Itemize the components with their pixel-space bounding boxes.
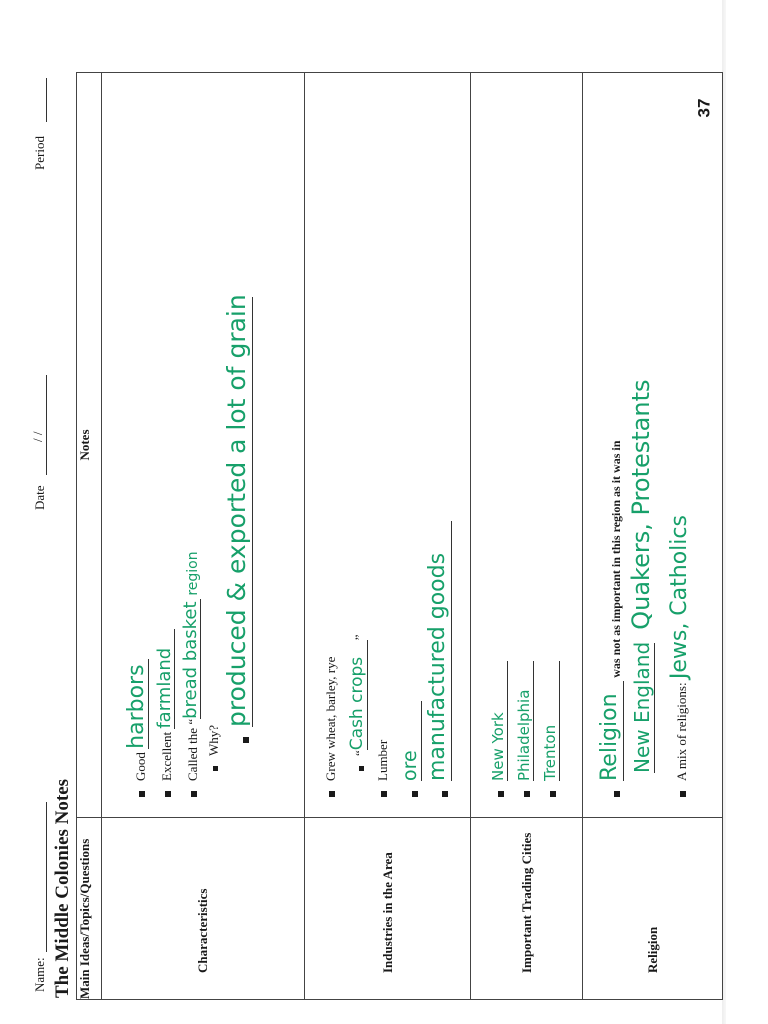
list-item: [489, 661, 508, 797]
topic-characteristics: Characteristics: [102, 818, 305, 1000]
bullet-icon: [191, 791, 197, 797]
why-answer[interactable]: produced & exported a lot of grain: [222, 294, 251, 727]
list-item: [206, 725, 222, 771]
table-row: [102, 73, 305, 1000]
list-item: [347, 634, 368, 771]
topics-column-header: Main Ideas/Topics/Questions: [77, 818, 102, 1000]
bullet-icon: [498, 791, 504, 797]
list-item: [667, 515, 692, 797]
list-item: [375, 740, 391, 797]
bullet-icon: [614, 791, 620, 797]
date-separators: / /: [30, 431, 45, 442]
header: [30, 40, 50, 1000]
bullet-icon: [243, 737, 249, 743]
bullet-icon: [359, 766, 364, 771]
list-item: [124, 659, 149, 797]
good-label: Good: [133, 752, 148, 781]
page-title: The Middle Colonies Notes: [52, 778, 73, 998]
bullet-icon: [524, 791, 530, 797]
list-item: [541, 661, 560, 797]
mix-answer-1[interactable]: Quakers, Protestants: [627, 379, 655, 630]
excellent-label: Excellent: [159, 731, 174, 781]
date-label: Date: [32, 485, 47, 510]
notes-column-header: Notes: [77, 73, 102, 818]
list-item: [627, 380, 655, 774]
bullet-icon: [680, 791, 686, 797]
ore-answer[interactable]: ore: [399, 701, 422, 781]
list-item: [222, 294, 253, 743]
city-3[interactable]: Trenton: [541, 661, 560, 781]
lumber-label: Lumber: [375, 739, 390, 781]
table-row: [471, 73, 583, 1000]
compare-answer[interactable]: New England: [630, 641, 654, 773]
compare-text: was not as important in this region as it was in: [609, 440, 623, 678]
bullet-icon: [381, 791, 387, 797]
called-answer[interactable]: bread basket: [180, 599, 201, 719]
goods-answer[interactable]: manufactured goods: [425, 521, 452, 781]
list-item: [154, 629, 175, 797]
called-extra: region: [185, 551, 201, 596]
called-label: Called the “: [185, 718, 200, 781]
religion-answer[interactable]: Religion: [597, 681, 624, 781]
notes-trading-cities: [471, 73, 583, 818]
cash-open: “: [352, 750, 367, 756]
bullet-icon: [442, 791, 448, 797]
cash-close: ”: [352, 634, 367, 641]
cash-answer[interactable]: Cash crops: [347, 640, 368, 750]
list-item: [399, 701, 422, 797]
notes-table: [76, 72, 723, 1000]
notes-religion: [583, 73, 723, 818]
list-item: [425, 521, 452, 797]
bullet-icon: [139, 791, 145, 797]
worksheet: [30, 40, 690, 1000]
mix-label: A mix of religions:: [674, 682, 689, 781]
bullet-icon: [412, 791, 418, 797]
good-answer[interactable]: harbors: [124, 659, 149, 749]
period-field[interactable]: [46, 78, 47, 122]
excellent-answer[interactable]: farmland: [154, 629, 175, 729]
mix-answer-2[interactable]: Jews, Catholics: [667, 515, 692, 680]
topic-religion: Religion: [583, 818, 723, 1000]
bullet-icon: [213, 766, 218, 771]
notes-industries: [305, 73, 471, 818]
list-item: [323, 657, 339, 797]
list-item: [180, 551, 201, 797]
list-item: [597, 441, 624, 797]
table-header-row: [77, 73, 102, 1000]
grew-label: Grew wheat, barley, rye: [323, 656, 338, 781]
period-label: Period: [32, 136, 47, 170]
table-row: [583, 73, 723, 1000]
bullet-icon: [165, 791, 171, 797]
why-label: Why?: [206, 724, 221, 756]
date-field[interactable]: [46, 375, 47, 475]
notes-characteristics: [102, 73, 305, 818]
city-1[interactable]: New York: [489, 661, 508, 781]
topic-industries: Industries in the Area: [305, 818, 471, 1000]
table-row: [305, 73, 471, 1000]
name-field[interactable]: [46, 802, 47, 952]
topic-trading-cities: Important Trading Cities: [471, 818, 583, 1000]
name-label: Name:: [32, 957, 47, 992]
bullet-icon: [329, 791, 335, 797]
bullet-icon: [550, 791, 556, 797]
city-2[interactable]: Philadelphia: [515, 661, 534, 781]
page-number: 37: [694, 98, 714, 118]
list-item: [515, 661, 534, 797]
